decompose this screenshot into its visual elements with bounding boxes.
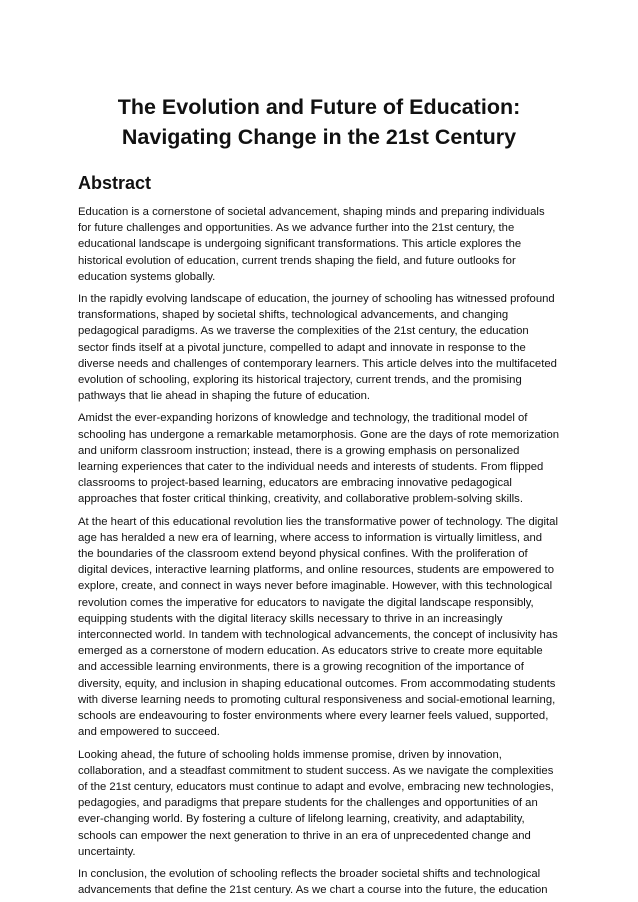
paragraph-4: At the heart of this educational revolution lies the transformative power of technology. The digital age has heralded a new era of learning, where access to information is virtually limitless, and the boundaries of the classroom extend beyond physical confines. With the proliferation of digital devices, interactive learning platforms, and online resources, students are empowered to explore, create, and connect in ways never before imaginable. However, with this technological revolution comes the imperative for educators to navigate the digital landscape responsibly, equipping students with the digital literacy skills necessary to thrive in an increasingly interconnected world. In tandem with technological advancements, the concept of inclusivity has emerged as a cornerstone of modern education. As educators strive to create more equitable and accessible learning environments, there is a growing recognition of the importance of diversity, equity, and inclusion in shaping educational outcomes. From accommodating students with diverse learning needs to promoting cultural responsiveness and social-emotional learning, schools are endeavouring to foster environments where every learner feels valued, supported, and empowered to succeed.: [78, 515, 558, 739]
paragraph-5: Looking ahead, the future of schooling holds immense promise, driven by innovation, collaboration, and a steadfast commitment to student success. As we navigate the complexities of the 21st century, educators must continue to adapt and evolve, embracing new technologies, pedagogies, and paradigms that prepare students for the challenges and opportunities of an ever-changing world. By fostering a culture of lifelong learning, creativity, and adaptability, schools can empower the next generation to thrive in an era of unprecedented change and uncertainty.: [78, 748, 554, 858]
document-title: The Evolution and Future of Education: Navigating Change in the 21st Century: [117, 95, 521, 149]
paragraph-3: Amidst the ever-expanding horizons of knowledge and technology, the traditional model of schooling has undergone a remarkable metamorphosis. Gone are the days of rote memorization and uniform classroom instruction; instead, there is a growing emphasis on personalized learning experiences that cater to the individual needs and interests of students. From flipped classrooms to project-based learning, educators are embracing innovative pedagogical approaches that foster critical thinking, creativity, and collaborative problem-solving skills.: [78, 412, 560, 506]
paragraph-1: Education is a cornerstone of societal advancement, shaping minds and preparing individuals for future challenges and opportunities. As we advance further into the 21st century, the educational landscape is undergoing significant transformations. This article explores the historical evolution of education, current trends shaping the field, and future outlooks for education systems globally.: [78, 206, 545, 283]
paragraph-6: In conclusion, the evolution of schooling reflects the broader societal shifts and technological advancements that define the 21st century. As we chart a course into the future, the education: [78, 867, 548, 897]
abstract-heading: Abstract: [78, 173, 152, 193]
paragraph-2: In the rapidly evolving landscape of education, the journey of schooling has witnessed profound transformations, shaped by societal shifts, technological advancements, and changing pedagogical paradigms. As we traverse the complexities of the 21st century, the education sector finds itself at a pivotal juncture, compelled to adapt and innovate in response to the diverse needs and challenges of contemporary learners. This article delves into the multifaceted evolution of schooling, exploring its historical trajectory, current trends, and the promising pathways that lie ahead in shaping the future of education.: [78, 293, 557, 403]
